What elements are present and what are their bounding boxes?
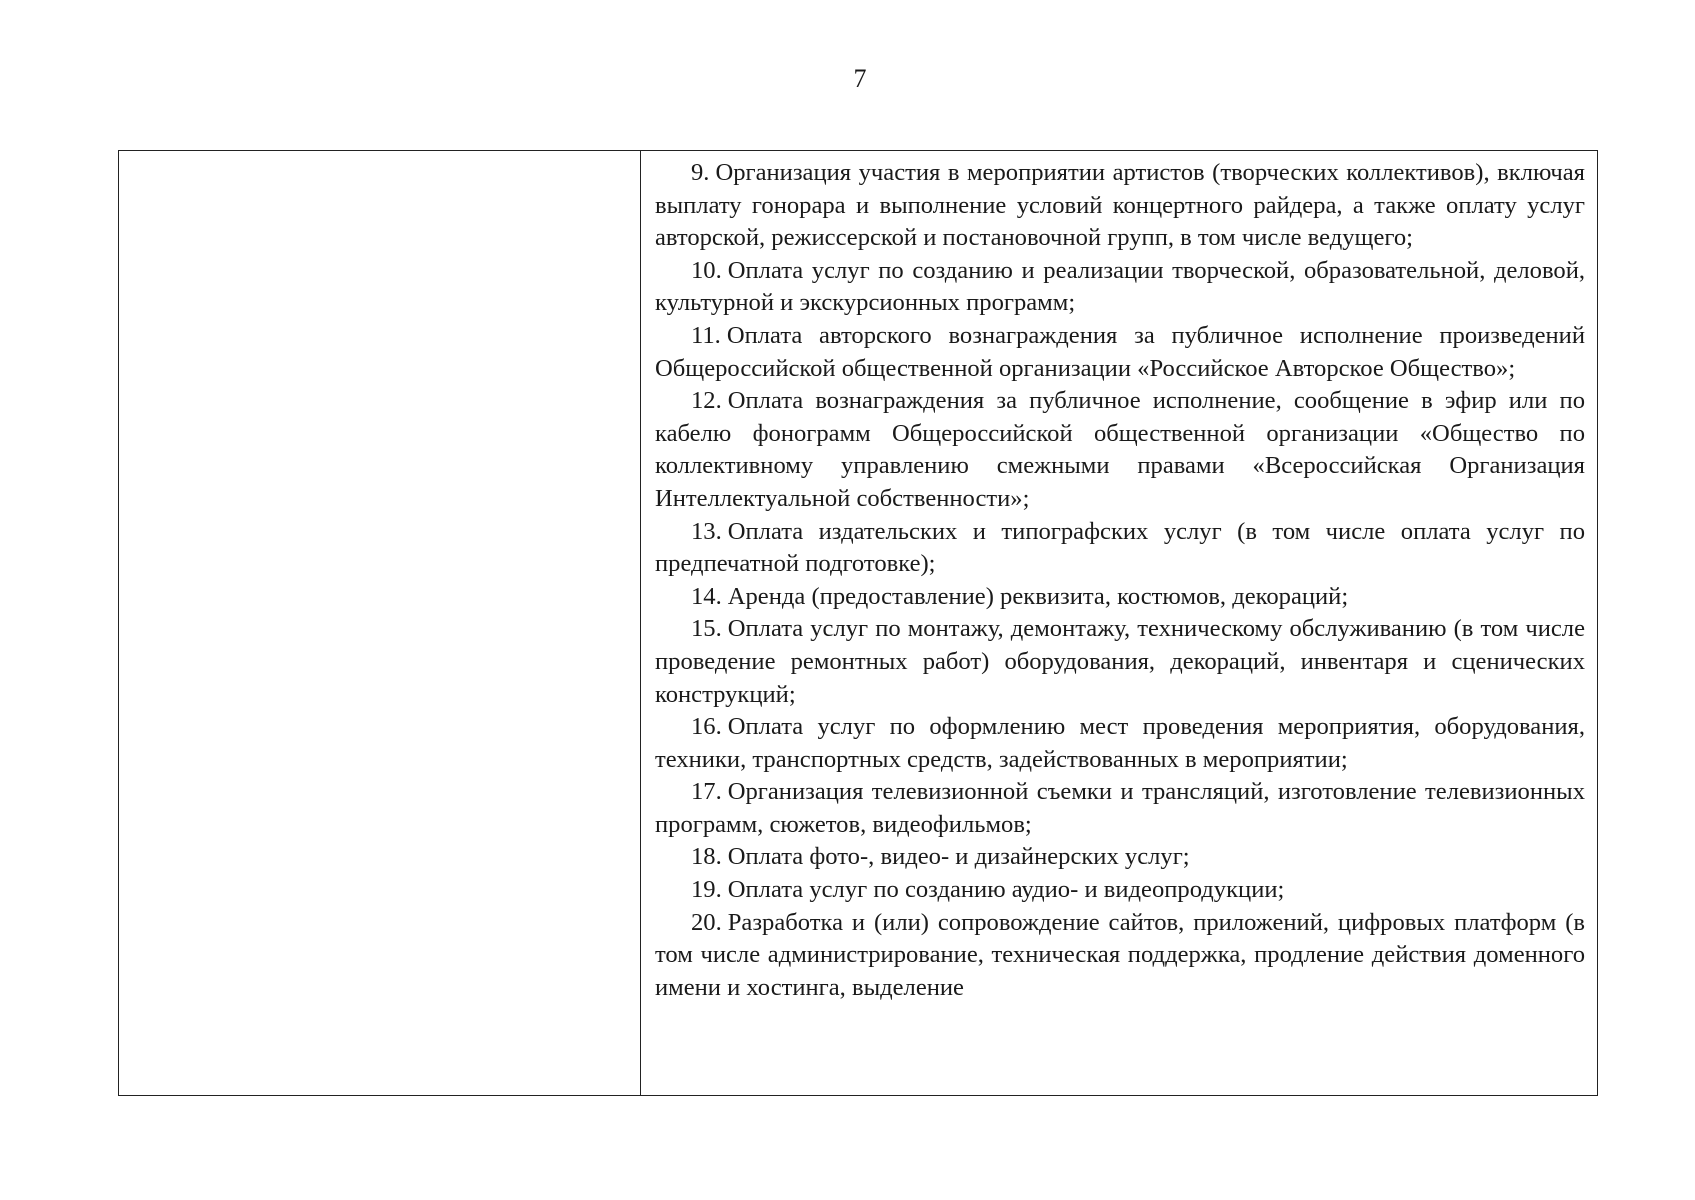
- list-item: [655, 776, 1585, 841]
- item-number: 9.: [691, 159, 710, 186]
- item-number: 13.: [691, 517, 722, 545]
- item-text: Оплата авторского вознаграждения за публичное исполнение произведений Общероссийской общественной организации «Российское Авторское Общество»;: [655, 321, 1585, 382]
- item-text: Организация участия в мероприятии артистов (творческих коллективов), включая выплату гонорара и выполнение условий концертного райдера, а также оплату услуг авторской, режиссерской и постановочной групп, в том числе ведущего;: [655, 159, 1585, 252]
- item-text: Оплата издательских и типографских услуг (в том числе оплата услуг по предпечатной подготовке);: [655, 517, 1585, 578]
- list-item: [655, 711, 1585, 776]
- item-text: Организация телевизионной съемки и трансляций, изготовление телевизионных программ, сюжетов, видеофильмов;: [655, 778, 1585, 838]
- list-item: [655, 385, 1585, 515]
- list-item: [655, 157, 1585, 255]
- list-item: [655, 907, 1585, 1005]
- item-text: Разработка и (или) сопровождение сайтов, приложений, цифровых платформ (в том числе администрирование, техническая поддержка, продление действия доменного имени и хостинга, выделение: [655, 908, 1585, 1001]
- item-text: Оплата фото-, видео- и дизайнерских услуг;: [727, 843, 1190, 871]
- table-column-left: [119, 151, 641, 1095]
- item-number: 14.: [691, 582, 722, 610]
- list-item: [655, 841, 1585, 874]
- item-text: Оплата вознаграждения за публичное исполнение, сообщение в эфир или по кабелю фонограмм Общероссийской общественной организации «Общество по коллективному управлению смежными правами «Всероссийская Организация Интеллектуальной собственности»;: [655, 387, 1585, 512]
- list-item: [655, 320, 1585, 385]
- item-number: 15.: [691, 615, 722, 643]
- item-number: 20.: [691, 908, 722, 936]
- list-item: [655, 874, 1585, 907]
- list-item: [655, 613, 1585, 711]
- item-number: 16.: [691, 713, 722, 741]
- list-item: [655, 255, 1585, 320]
- item-number: 19.: [691, 876, 722, 904]
- item-number: 11.: [691, 321, 721, 349]
- item-number: 12.: [691, 387, 722, 415]
- item-text: Оплата услуг по созданию и реализации творческой, образовательной, деловой, культурной и экскурсионных программ;: [655, 256, 1585, 317]
- item-number: 10.: [691, 256, 722, 284]
- item-text: Оплата услуг по монтажу, демонтажу, техническому обслуживанию (в том числе проведение ремонтных работ) оборудования, декораций, инвентаря и сценических конструкций;: [655, 615, 1585, 708]
- page-number: 7: [853, 64, 867, 93]
- list-item: [655, 581, 1585, 614]
- document-table: [118, 150, 1598, 1096]
- table-column-right: [641, 151, 1597, 1095]
- item-text: Аренда (предоставление) реквизита, костюмов, декораций;: [727, 582, 1349, 610]
- item-number: 17.: [691, 778, 722, 806]
- item-text: Оплата услуг по оформлению мест проведения мероприятия, оборудования, техники, транспортных средств, задействованных в мероприятии;: [655, 713, 1585, 773]
- list-item: [655, 516, 1585, 581]
- item-number: 18.: [691, 843, 722, 871]
- item-text: Оплата услуг по созданию аудио- и видеопродукции;: [727, 876, 1285, 904]
